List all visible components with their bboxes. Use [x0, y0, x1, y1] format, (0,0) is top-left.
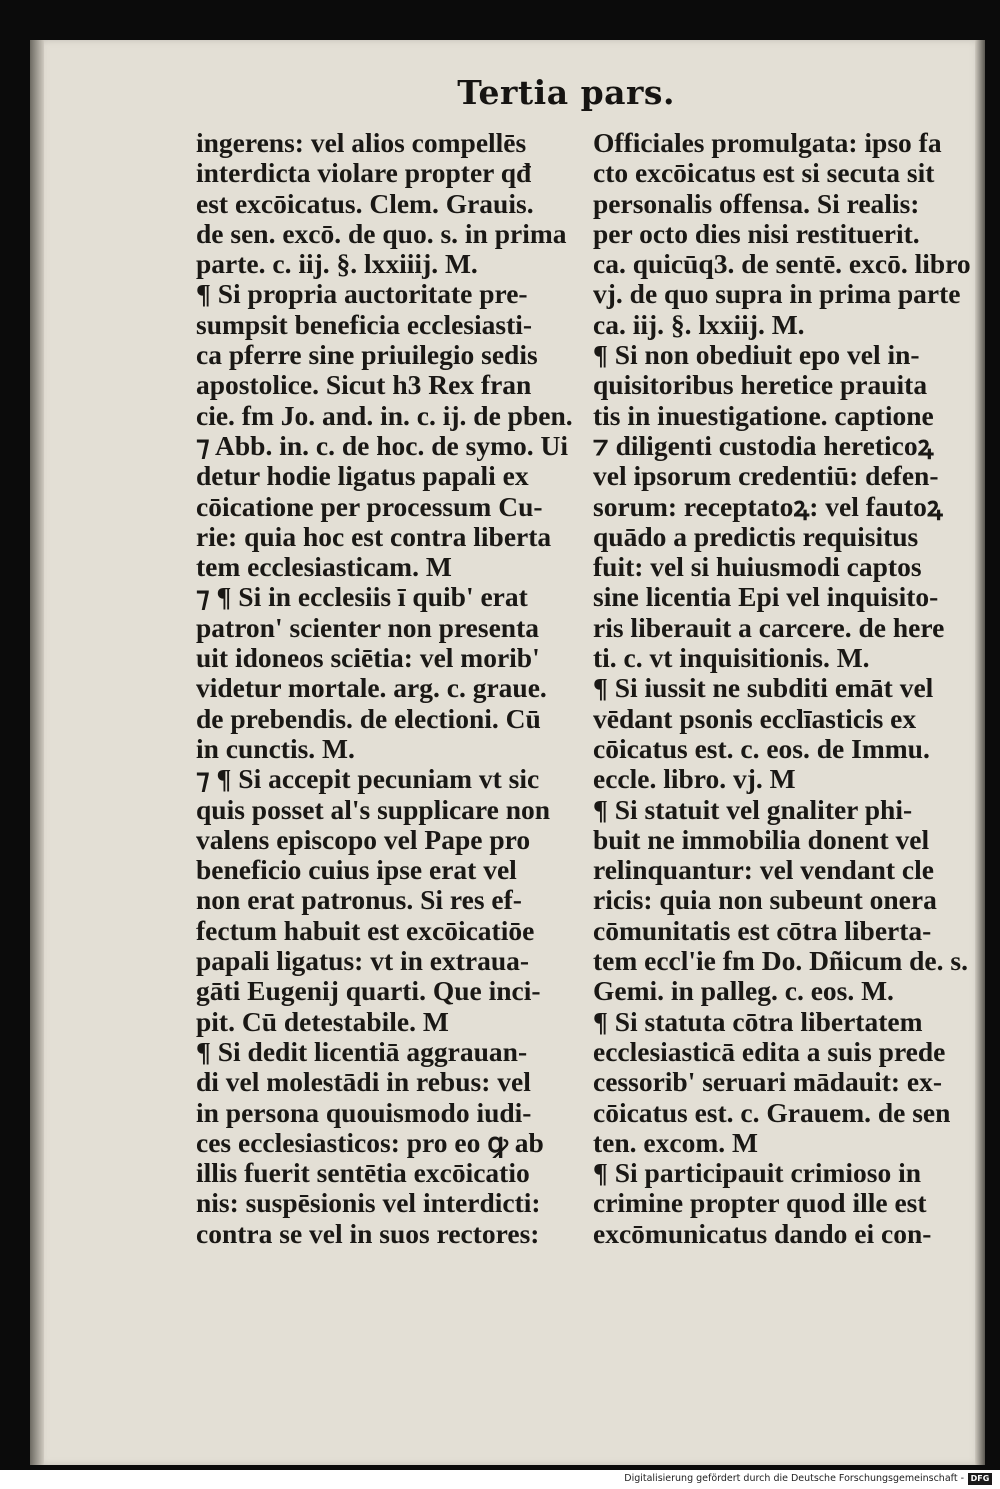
text-line: ¶ Si propria auctoritate pre-: [196, 279, 528, 310]
text-line: ris liberauit a carcere. de here: [593, 612, 945, 643]
text-line: ¶ Si iussit ne subditi emāt vel: [593, 673, 934, 704]
text-line: vj. de quo supra in prima parte: [593, 279, 961, 310]
text-line: illis fuerit sentētia excōicatio: [196, 1158, 530, 1189]
text-line: ⁊ diligenti custodia hereticoꝝ: [593, 430, 934, 461]
text-line: beneficio cuius ipse erat vel: [196, 855, 517, 886]
text-line: parte. c. iij. §. lxxiiij. M.: [196, 249, 478, 280]
text-line: cōicatus est. c. eos. de Immu.: [593, 733, 930, 764]
text-line: personalis offensa. Si realis:: [593, 188, 920, 219]
dfg-logo: DFG: [968, 1473, 992, 1485]
text-line: fuit: vel si huiusmodi captos: [593, 552, 922, 583]
text-line: in cunctis. M.: [196, 733, 355, 764]
text-line: ingerens: vel alios compellēs: [196, 128, 527, 158]
text-line: ¶ Si dedit licentiā aggrauan-: [196, 1036, 528, 1067]
text-line: detur hodie ligatus papali ex: [196, 461, 529, 492]
text-line: ecclesiasticā edita a suis prede: [593, 1036, 946, 1067]
text-line: sumpsit beneficia ecclesiasti-: [196, 309, 533, 340]
text-line: cto excōicatus est si secuta sit: [593, 158, 935, 189]
text-line: ca pferre sine priuilegio sedis: [196, 340, 538, 371]
text-line: papali ligatus: vt in extraua-: [196, 946, 530, 977]
text-line: tis in inuestigatione. captione: [593, 400, 934, 431]
text-line: nis: suspēsionis vel interdicti:: [196, 1188, 541, 1219]
footer-bar: [0, 1470, 1000, 1489]
text-line: sine licentia Epi vel inquisito-: [593, 582, 939, 613]
text-line: ¶ Si participauit crimioso in: [593, 1158, 922, 1189]
text-line: sorum: receptatoꝝ: vel fautoꝝ: [593, 491, 943, 522]
text-line: non erat patronus. Si res ef-: [196, 885, 522, 916]
text-line: quisitoribus heretice prauita: [593, 370, 928, 401]
text-line: ricis: quia non subeunt onera: [593, 885, 937, 916]
text-line: de prebendis. de electioni. Cū: [196, 703, 541, 734]
text-line: apostolice. Sicut h3 Rex fran: [196, 370, 532, 401]
text-line: vēdant psonis ecclīasticis ex: [593, 703, 917, 734]
page-gutter-shadow: [30, 40, 44, 1465]
text-line: fectum habuit est excōicatiōe: [196, 915, 535, 946]
text-line: videtur mortale. arg. c. graue.: [196, 673, 547, 704]
text-line: ¶ Si statuta cōtra libertatem: [593, 1006, 923, 1037]
text-line: cessorib' seruari mādauit: ex-: [593, 1067, 943, 1098]
text-line: Officiales promulgata: ipso fa: [593, 128, 942, 158]
text-line: patron' scienter non presenta: [196, 612, 539, 643]
text-line: vel ipsorum credentiū: defen-: [593, 461, 939, 492]
text-line: ca. iij. §. lxxiij. M.: [593, 309, 805, 340]
text-line: cōicatione per processum Cu-: [196, 491, 543, 522]
text-column-left: [196, 128, 581, 1249]
text-line: tem eccl'ie fm Do. Dñicum de. s.: [593, 946, 968, 977]
text-line: crimine propter quod ille est: [593, 1188, 927, 1219]
text-line: Gemi. in palleg. c. eos. M.: [593, 976, 894, 1007]
text-line: relinquantur: vel vendant cle: [593, 855, 934, 886]
text-line: excōmunicatus dando ei con-: [593, 1218, 932, 1249]
text-line: ti. c. vt inquisitionis. M.: [593, 643, 870, 674]
page-edge-shadow: [975, 40, 985, 1465]
text-line: uit idoneos sciētia: vel morib': [196, 643, 540, 674]
text-line: contra se vel in suos rectores:: [196, 1218, 540, 1249]
text-line: de sen. excō. de quo. s. in prima: [196, 218, 567, 249]
text-line: rie: quia hoc est contra liberta: [196, 521, 552, 552]
text-line: interdicta violare propter qđ: [196, 158, 532, 189]
text-line: eccle. libro. vj. M: [593, 764, 796, 795]
text-line: tem ecclesiasticam. M: [196, 552, 452, 583]
text-line: quis posset al's supplicare non: [196, 794, 551, 825]
text-line: cie. fm Jo. and. in. c. ij. de pben.: [196, 400, 573, 431]
text-line: ⁊ Abb. in. c. de hoc. de symo. Ui: [196, 430, 568, 461]
text-line: ⁊ ¶ Si in ecclesiis ī quib' erat: [196, 582, 528, 613]
text-line: cōicatus est. c. Grauem. de sen: [593, 1097, 951, 1128]
running-head: Tertia pars.: [457, 73, 675, 112]
text-line: ten. excom. M: [593, 1127, 758, 1158]
text-line: valens episcopo vel Pape pro: [196, 824, 531, 855]
text-line: ⁊ ¶ Si accepit pecuniam vt sic: [196, 764, 540, 795]
digitization-credit: Digitalisierung gefördert durch die Deutsche Forschungsgemeinschaft -: [624, 1473, 964, 1484]
text-line: per octo dies nisi restituerit.: [593, 218, 920, 249]
text-line: pit. Cū detestabile. M: [196, 1006, 449, 1037]
text-line: cōmunitatis est cōtra liberta-: [593, 915, 932, 946]
text-line: buit ne immobilia donent vel: [593, 824, 930, 855]
text-column-right: [593, 128, 975, 1249]
text-line: gāti Eugenij quarti. Que inci-: [196, 976, 541, 1007]
text-line: ces ecclesiasticos: pro eo ꝙ ab: [196, 1127, 544, 1158]
text-line: est excōicatus. Clem. Grauis.: [196, 188, 534, 219]
text-line: in persona quouismodo iudi-: [196, 1097, 532, 1128]
text-line: ¶ Si non obediuit epo vel in-: [593, 340, 920, 371]
text-line: quādo a predictis requisitus: [593, 521, 919, 552]
text-line: ¶ Si statuit vel gnaliter phi-: [593, 794, 913, 825]
text-line: di vel molestādi in rebus: vel: [196, 1067, 531, 1098]
text-line: ca. quicūq3. de sentē. excō. libro: [593, 249, 971, 280]
